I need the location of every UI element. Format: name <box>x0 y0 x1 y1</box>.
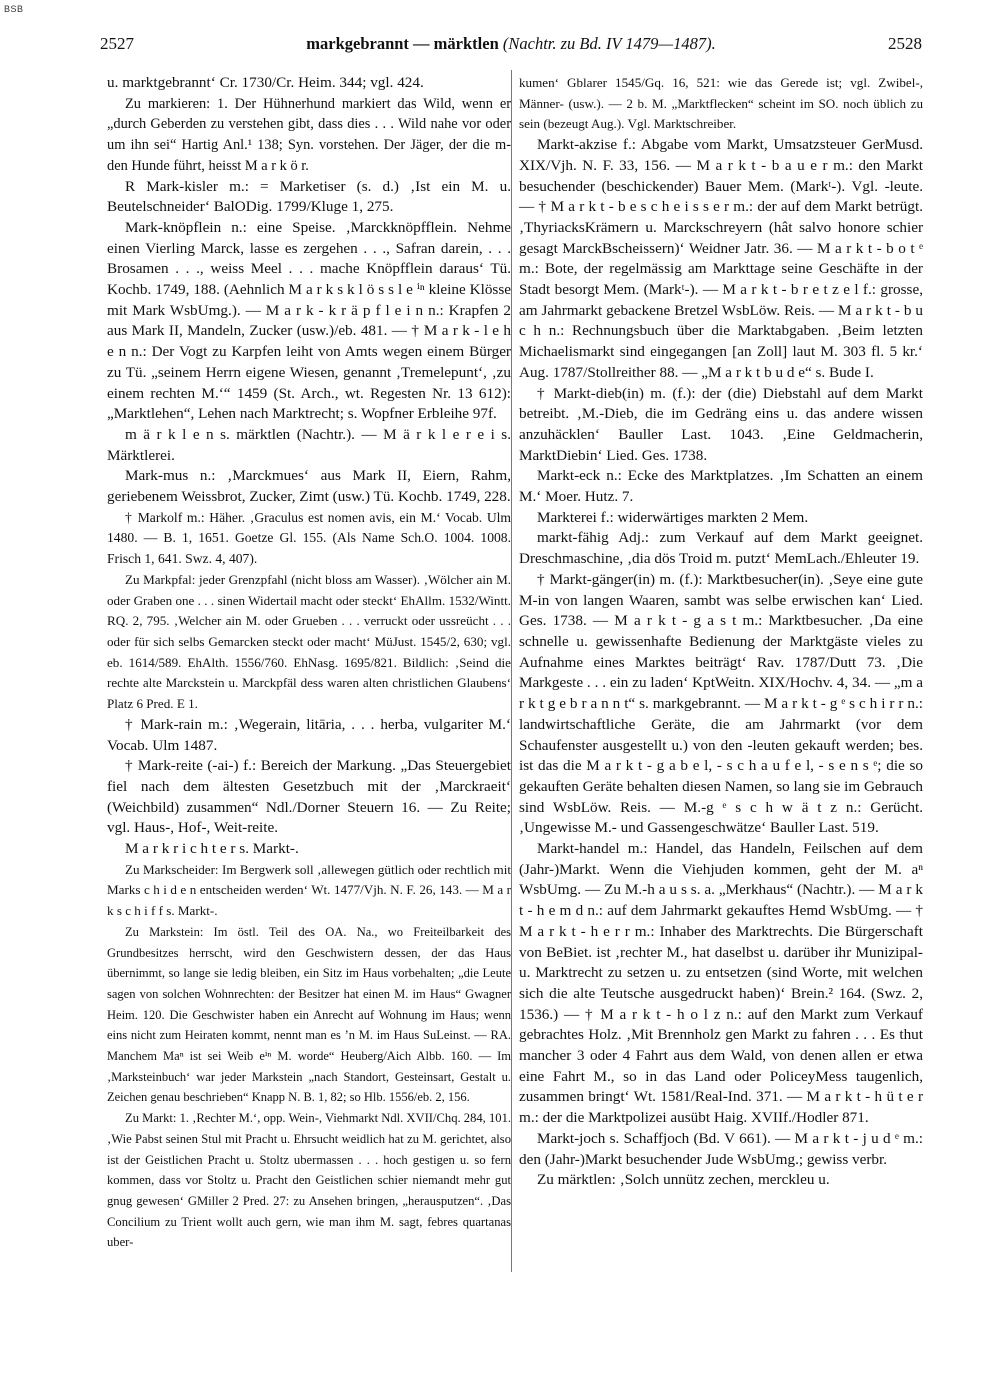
paragraph: † Markt-dieb(in) m. (f.): der (die) Diebstahl auf dem Markt betreibt. ‚M.-Dieb, die im Gedräng eins u. das andere wissen anzuhäcklen‘ Bauller Last. 1043. ‚Eine Geldmacherin, MarktDiebin‘ Lied. Ges. 1738. <box>519 384 923 464</box>
paragraph: markt-fähig Adj.: zum Verkauf auf dem Markt geeignet. Dreschmaschine, ‚dia dös Troid m. putzt‘ MemLach./Ehleuter 19. <box>519 529 923 568</box>
paragraph: Zu Markscheider: Im Bergwerk soll ‚allewegen gütlich oder rechtlich mit Marks c h i d e n entscheiden werden‘ Wt. 1477/Vjh. N. F. 26, 143. — M a r k s c h i f f s. Markt-. <box>107 861 511 919</box>
paragraph: † Markolf m.: Häher. ‚Graculus est nomen avis, ein M.‘ Vocab. Ulm 1480. — B. 1, 1651. Goetze Gl. 155. (Als Name Sch.O. 1004. 1008. Frisch 1, 641. Swz. 4, 407). <box>107 509 511 567</box>
paragraph: † Markt-gänger(in) m. (f.): Marktbesucher(in). ‚Seye eine gute M-in von langen Waaren, sambt was selbe erwischen kan‘ Lied. Ges. 1738. — M a r k t - g a s t m.: Marktbesucher. ‚Da eine schnelle u. gewissenhafte Bedienung der Marktgäste vieles zu Aufnahme eines Marktes beiträgt‘ Rav. 1787/Dutt 73. ‚Die Markgeste . . . ein zu laden‘ KptWeitn. XIX/Hochv. 4, 34. — „m a r k t g e b r a n n t“ s. markgebrannt. — M a r k t - g ᵉ s c h i r r n.: landwirtschaftliche Geräte, die am Jahrmarkt (vor dem Schaufenster ausgestellt u.) von den -leuten gekauft werden; bes. ist das die M a r k t - g a b e l, - s c h a u f e l, - s e n s ᵉ; die so gekauften Geräte behalten diesen Namen, so lang sie im Gebrauch sind WsbLöw. Reis. — M.-g ᵉ s c h w ä t z n.: Gerücht. ‚Ungewisse M.- und Gassengeschwätze‘ Bauller Last. 519. <box>519 570 923 837</box>
page-number-right: 2528 <box>888 34 922 53</box>
paragraph: Markt-joch s. Schaffjoch (Bd. V 661). — M a r k t - j u d ᵉ m.: den (Jahr-)Markt besuchender Jude WsbUmg.; gewiss verbr. <box>519 1129 923 1168</box>
paragraph: † Mark-rain m.: ‚Wegerain, litāria, . . . herba, vulgariter M.‘ Vocab. Ulm 1487. <box>107 715 511 754</box>
paragraph: Markterei f.: widerwärtiges markten 2 Mem. <box>537 508 809 526</box>
paragraph: Zu markieren: 1. Der Hühnerhund markiert das Wild, wenn er „durch Geberden zu verstehen gibt, dass dies . . . Wild nahe vor oder um ihn sei“ Hartig Anl.¹ 138; Syn. vorstehen. Der Jäger, der die m-den Hunde führt, heisst M a r k ö r. <box>107 95 511 174</box>
paragraph: † Mark-reite (-ai-) f.: Bereich der Markung. „Das Steuergebiet fiel nach dem ältesten Gesetzbuch mit der ‚Marckraeit‘ (Weichbild) zusammen“ Ndl./Dorner Steuern 16. — Zu Reite; vgl. Haus-, Hof-, Weit-reite. <box>107 757 511 837</box>
left-column <box>107 73 511 1253</box>
page-number-left: 2527 <box>100 34 134 53</box>
running-title-italic: (Nachtr. zu Bd. IV 1479—1487). <box>502 34 716 53</box>
right-column <box>519 73 923 1191</box>
running-title <box>100 34 922 54</box>
paragraph: Markt-eck n.: Ecke des Marktplatzes. ‚Im Schatten an einem M.‘ Moer. Hutz. 7. <box>519 467 923 506</box>
paragraph: Markt-handel m.: Handel, das Handeln, Feilschen auf dem (Jahr-)Markt. Wenn die Viehjuden kommen, geht der M. aⁿ WsbUmg. — Zu M.-h a u s s. a. „Merkhaus“ (Nachtr.). — M a r k t - h e m d n.: auf dem Jahrmarkt gekauftes Hemd WsbUmg. — † M a r k t - h e r r m.: Inhaber des Marktrechts. Die Bürgerschaft von BeBiet. ist ‚rechter M., hat daselbst u. darüber ihr Munizipal- u. Marktrecht zu setzen u. zu entsetzen (sind Worte, mit welchen sich die alte Teutsche ausgedruckt haben)‘ Brein.² 164. (Swz. 2, 1536.) — † M a r k t - h o l z n.: auf den Markt zum Verkauf gebrachtes Holz. ‚Mit Brennholz gen Markt zu fahren . . . Es thut mancher 3 oder 4 Fahrt aus dem Wald, von denen allen er etwa eine Fahrt M., so in das Land oder PoliceyMess taugenlich, zusammen bringt‘ Wt. 1581/Real-Ind. 371. — M a r k t - h ü t e r m.: der die Marktpolizei ausübt Haig. XVIIf./Hodler 871. <box>519 840 923 1127</box>
paragraph: R Mark-kisler m.: = Marketiser (s. d.) ‚Ist ein M. u. Beutelschneider‘ BalODig. 1799/Kluge 1, 275. <box>107 177 511 216</box>
paragraph: Mark-knöpflein n.: eine Speise. ‚Marckknöpfflein. Nehme einen Vierling Marck, lasse es zergehen . . ., Safran darein, . . . Brosamen . . ., weiss Meel . . . mache Knöpfflein daraus‘ Tü. Kochb. 1749, 188. (Aehnlich M a r k s k l ö s s l e ⁱⁿ kleine Klösse mit Mark WsbUmg.). — M a r k - k r ä p f l e i n n.: Krapfen 2 aus Mark II, Mandeln, Zucker (usw.)/eb. 481. — † M a r k - l e h e n n.: Der Vogt zu Karpfen leiht von Amts wegen einem Bürger zu Tü. „seinem Herrn eigene Wiesen, genannt ‚Tremelepunt‘, ‚zu einem rechten M.‘“ 1459 (St. Arch., wt. Regesten Nr. 13 612): „Marktlehen“, Lehen nach Marktrecht; s. Wopfner Erbleihe 97f. <box>107 218 511 423</box>
paragraph: Zu Markstein: Im östl. Teil des OA. Na., wo Freiteilbarkeit des Grundbesitzes herrscht, wird den Geschwistern dessen, der das Haus übernimmt, so lange sie ledig bleiben, ein Sitz im Haus vorbehalten; „die Leute sagen von solchen Wohnrechten: der Besitzer hat einen M. im Haus“ Gwagner Heim. 120. Die Geschwister haben ein Anrecht auf Wohnung im Haus; wenn eins nicht zum Heiraten kommt, nennt man es ’n M. im Haus SuLeinst. — RA. Manchem Maⁿ ist sei Weib eⁱⁿ M. worde“ Heuberg/Aich Albb. 160. — Im ‚Marksteinbuch‘ war jeder Markstein „nach Standort, Gesteinsart, Gestalt u. Zeichen genau beschrieben“ Knapp N. B. 1, 82; so Hlb. 1556/eb. 2, 156. <box>107 924 511 1105</box>
corner-label: BSB <box>4 4 24 14</box>
paragraph: Zu Markpfal: jeder Grenzpfahl (nicht bloss am Wasser). ‚Wölcher ain M. oder Graben one . . . sinen Widertail macht oder steckt‘ EhAllm. 1532/Wintt. RQ. 2, 795. ‚Welcher ain M. oder Grueben . . . verruckt oder ussreücht . . . oder für sich selbs Gemarcken steckt oder macht‘ MüJust. 1545/2, 630; vgl. eb. 1614/589. EhAlth. 1556/760. EhNasg. 1695/821. Bildlich: ‚Seind die rechte alte Marckstein u. Marckpfäl dess waren alten christlichen Glaubens‘ Platz 6 Pred. E 1. <box>107 571 511 712</box>
paragraph: Mark-mus n.: ‚Marckmues‘ aus Mark II, Eiern, Rahm, geriebenem Weissbrot, Zucker, Zimt (usw.) Tü. Kochb. 1749, 228. <box>107 467 511 506</box>
column-divider <box>511 70 512 1272</box>
paragraph: m ä r k l e n s. märktlen (Nachtr.). — M ä r k l e r e i s. Märktlerei. <box>107 425 511 464</box>
page-header <box>100 34 922 58</box>
paragraph: Zu märktlen: ‚Solch unnütz zechen, merckleu u. <box>537 1171 830 1189</box>
paragraph: Zu Markt: 1. ‚Rechter M.‘, opp. Wein-, Viehmarkt Ndl. XVII/Chq. 284, 101. ‚Wie Pabst seinen Stul mit Pracht u. Ehrsucht weidlich hat zu M. gerichtet, also ist der Geistlichen Pracht u. Stoltz ubermassen . . . hoch gestigen u. so fern kommen, dass vor Stoltz u. Pracht den Geistlichen schier niemandt mehr gut gnug gewesen‘ GMiller 2 Pred. 27: zu Ansehen bringen, „herausputzen“. ‚Das Concilium zu Trient wollt auch gern, wie man ihm M. sagt, febres quartanas uber- <box>107 1111 512 1250</box>
paragraph: kumen‘ Gblarer 1545/Gq. 16, 521: wie das Gerede ist; vgl. Zwibel-, Männer- (usw.). — 2 b. M. „Marktflecken“ scheint im SO. noch üblich zu sein (bezeugt Aug.). Vgl. Marktschreiber. <box>519 75 923 132</box>
running-title-main: markgebrannt — märktlen <box>306 34 499 53</box>
paragraph: Markt-akzise f.: Abgabe vom Markt, Umsatzsteuer GerMusd. XIX/Vjh. N. F. 33, 156. — M a r k t - b a u e r m.: den Markt besuchender (beschickender) Bauer Mem. (Markᵗ-). Vgl. -leute. — † M a r k t - b e s c h e i s s e r m.: der auf dem Markt betrügt. ‚ThyriacksKrämern u. Marckschreyern (hât salvo honore schier gesagt MarckBscheissern)‘ Weidner Jatr. 36. — M a r k t - b o t ᵉ m.: Bote, der regelmässig am Markttage seine Geschäfte in der Stadt besorgt Mem. (Markᵗ-). — M a r k t - b r e t z e l f.: grosse, am Jahrmarkt gebackene Bretzel WsbLöw. Reis. — M a r k t - b u c h n.: Rechnungsbuch über die Marktabgaben. ‚Beim letzten Michaelismarkt sind eingegangen [an Zoll] laut M. 303 fl. 5 kr.‘ Aug. 1787/Stollreither 88. — „M a r k t b u d e“ s. Bude I. <box>519 136 923 381</box>
paragraph: M a r k r i c h t e r s. Markt-. <box>125 840 299 858</box>
paragraph: u. marktgebrannt‘ Cr. 1730/Cr. Heim. 344; vgl. 424. <box>107 74 424 91</box>
